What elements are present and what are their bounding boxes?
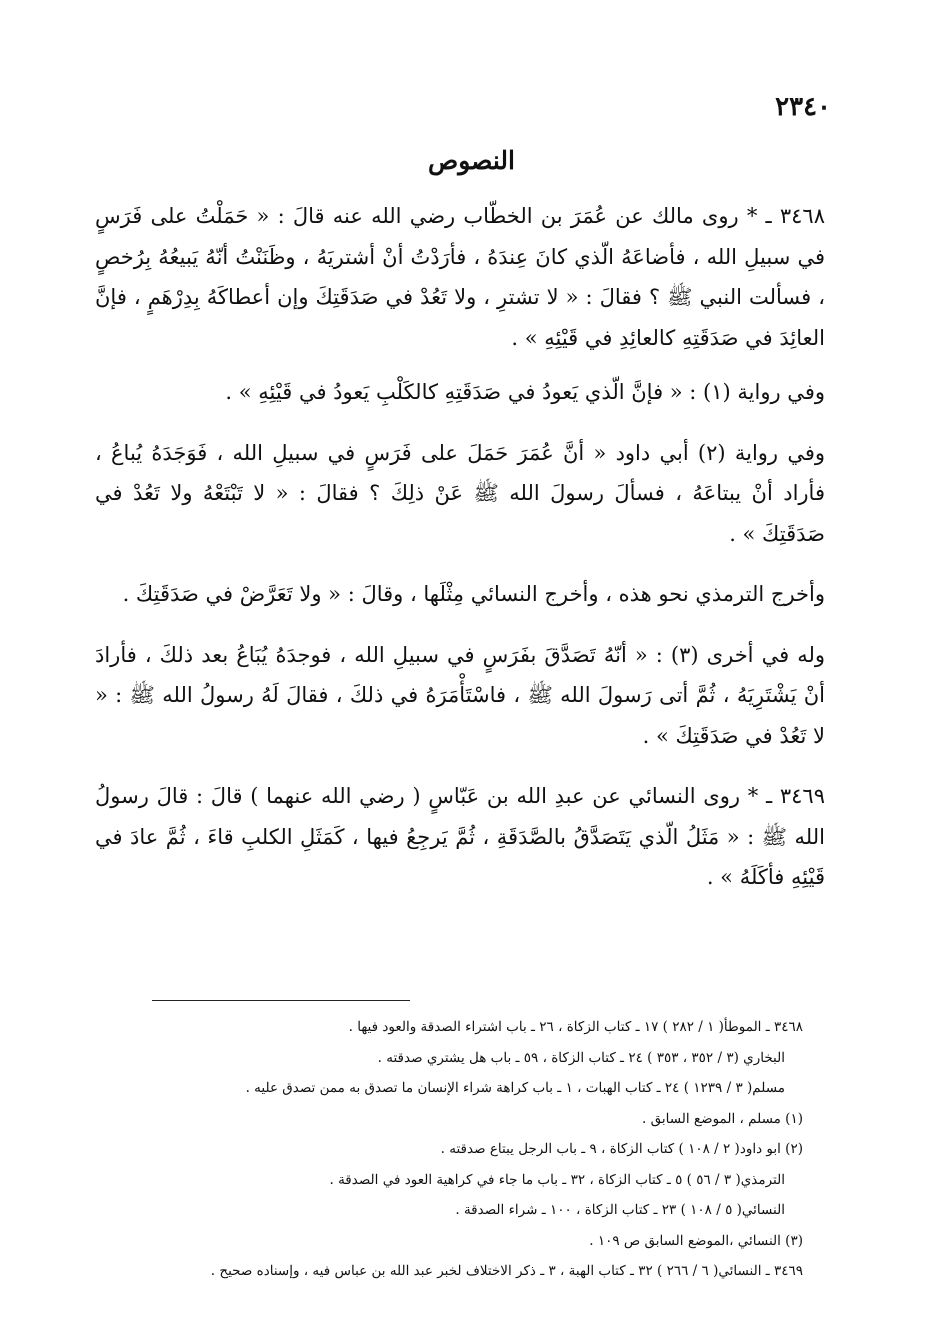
section-heading: النصوص — [428, 146, 515, 175]
footnote-divider — [152, 1000, 410, 1001]
footnotes — [103, 1012, 803, 1287]
footnote-line: ٣٤٦٨ ـ الموطأ( ١ / ٢٨٢ ) ١٧ ـ كتاب الزكاة ، ٢٦ ـ باب اشتراء الصدقة والعود فيها . — [348, 1019, 803, 1035]
footnote-line: الترمذي( ٣ / ٥٦ ) ٥ ـ كتاب الزكاة ، ٣٢ ـ باب ما جاء في كراهية العود في الصدقة . — [329, 1171, 785, 1188]
footnote-line: (٣) النسائي ،الموضع السابق ص ١٠٩ . — [589, 1232, 803, 1249]
footnote-line: (٢) ابو داود( ٢ / ١٠٨ ) كتاب الزكاة ، ٩ ـ باب الرجل يبتاع صدقته . — [440, 1141, 803, 1157]
narration-variant-1: وفي رواية (١) : « فإنَّ الّذي يَعودُ في صَدَقَتِهِ كالكَلْبِ يَعودُ في قَيْئِهِ » . — [225, 380, 825, 404]
footnote-line: ٣٤٦٩ ـ النسائي( ٦ / ٢٦٦ ) ٣٢ ـ كتاب الهبة ، ٣ ـ ذكر الاختلاف لخبر عبد الله بن عباس فيه ، وإسناده صحيح . — [210, 1263, 803, 1279]
narration-abu-dawud: وفي رواية (٢) أبي داود « أنَّ عُمَرَ حَمَلَ على فَرَسٍ في سبيلِ الله ، فَوَجَدَهُ يُباعُ ، فأراد أنْ يبتاعَهُ ، فسألَ رسولَ الله ﷺ عَنْ ذلِكَ ؟ فقالَ : « لا تَبْتَعْهُ ولا تَعُدْ في صَدَقَتِكَ » . — [95, 440, 825, 546]
main-text — [95, 196, 825, 918]
page-number: ٢٣٤٠ — [775, 92, 831, 122]
footnote-line: مسلم( ٣ / ١٢٣٩ ) ٢٤ ـ كتاب الهبات ، ١ ـ باب كراهة شراء الإنسان ما تصدق به ممن تصدق عليه . — [245, 1080, 785, 1096]
footnote-line: النسائي( ٥ / ١٠٨ ) ٢٣ ـ كتاب الزكاة ، ١٠٠ ـ شراء الصدقة . — [455, 1202, 785, 1218]
hadith-3468-paragraph: ٣٤٦٨ ـ * روى مالك عن عُمَرَ بن الخطّاب رضي الله عنه قالَ : « حَمَلْتُ على فَرَسٍ في سبيلِ الله ، فأضاعَهُ الّذي كانَ عِندَهُ ، فأرَدْتُ أنْ أشتريَهُ ، وظَنَنْتُ أنّهُ يَبيعُهُ بِرُخصٍ ، فسألت النبي ﷺ ؟ فقالَ : « لا تشترِ ، ولا تَعُدْ في صَدَقَتِكَ وإن أعطاكَهُ بِدِرْهَمٍ ، فإنَّ العائِدَ في صَدَقَتِهِ كالعائِدِ في قَيْئِهِ » . — [95, 204, 825, 350]
footnote-line: البخاري (٣ / ٣٥٢ ، ٣٥٣ ) ٢٤ ـ كتاب الزكاة ، ٥٩ ـ باب هل يشتري صدقته . — [377, 1049, 785, 1066]
hadith-3469-paragraph: ٣٤٦٩ ـ * روى النسائي عن عبدِ الله بن عَبّاسٍ ( رضي الله عنهما ) قالَ : قالَ رسولُ الله ﷺ : « مَثَلُ الّذي يَتَصَدَّقُ بالصَّدَقَةِ ، ثُمَّ يَرجِعُ فيها ، كَمَثَلِ الكلبِ قاءَ ، ثُمَّ عادَ في قَيْئِهِ فأكَلَهُ » . — [95, 784, 825, 889]
narration-tirmidhi-nasai: وأخرج الترمذي نحو هذه ، وأخرج النسائي مِثْلَها ، وقالَ : « ولا تَعَرَّضْ في صَدَقَتِكَ . — [122, 582, 825, 606]
footnote-line: (١) مسلم ، الموضع السابق . — [642, 1110, 803, 1127]
narration-variant-3: وله في أخرى (٣) : « أنّهُ تَصَدَّقَ بفَرَسٍ في سبيلِ الله ، فوجدَهُ يُبَاعُ بعد ذلكَ ، فأرادَ أنْ يَشْتَرِيَهُ ، ثُمَّ أتى رَسولَ الله ﷺ ، فاسْتَأْمَرَهُ في ذلكَ ، فقالَ لَهُ رسولُ الله ﷺ : « لا تَعُدْ في صَدَقَتِكَ » . — [95, 642, 825, 748]
